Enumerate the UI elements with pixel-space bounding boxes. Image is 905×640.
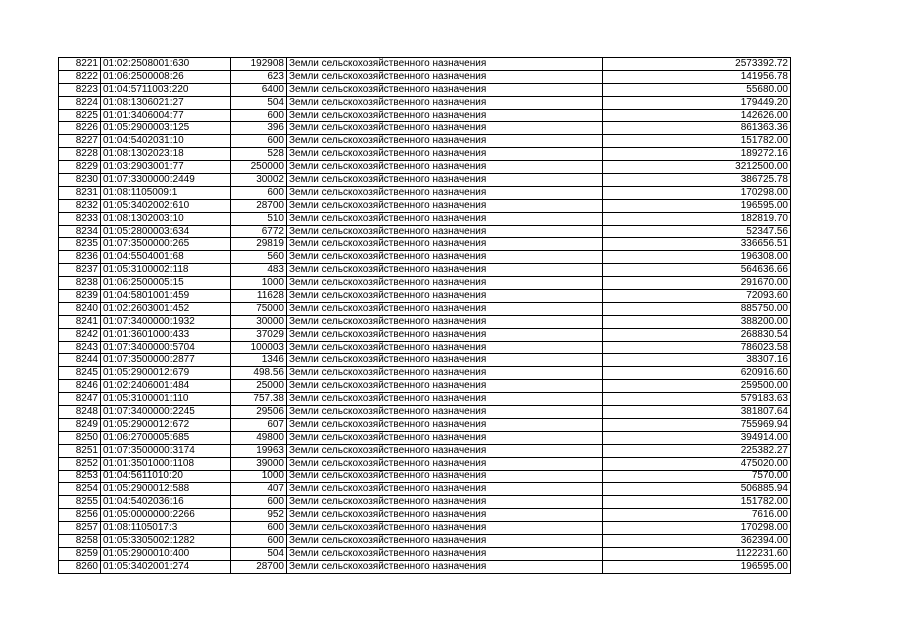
cell-cadastral-number: 01:02:2508001:630 bbox=[101, 58, 231, 71]
cell-area: 11628 bbox=[231, 290, 287, 303]
cell-row-number: 8234 bbox=[59, 225, 101, 238]
cell-row-number: 8247 bbox=[59, 393, 101, 406]
cell-land-category: Земли сельскохозяйственного назначения bbox=[287, 58, 603, 71]
cell-cadastral-value: 151782.00 bbox=[603, 135, 791, 148]
cell-land-category: Земли сельскохозяйственного назначения bbox=[287, 264, 603, 277]
cell-area: 560 bbox=[231, 251, 287, 264]
cell-land-category: Земли сельскохозяйственного назначения bbox=[287, 70, 603, 83]
cell-area: 6400 bbox=[231, 83, 287, 96]
cell-area: 1000 bbox=[231, 470, 287, 483]
table-row bbox=[59, 406, 791, 419]
cell-row-number: 8251 bbox=[59, 444, 101, 457]
cell-cadastral-value: 259500.00 bbox=[603, 380, 791, 393]
cell-area: 504 bbox=[231, 96, 287, 109]
table-row bbox=[59, 135, 791, 148]
cell-land-category: Земли сельскохозяйственного назначения bbox=[287, 315, 603, 328]
cell-row-number: 8254 bbox=[59, 483, 101, 496]
cell-row-number: 8250 bbox=[59, 431, 101, 444]
cell-cadastral-value: 336656.51 bbox=[603, 238, 791, 251]
cell-row-number: 8221 bbox=[59, 58, 101, 71]
table-row bbox=[59, 341, 791, 354]
cell-area: 30000 bbox=[231, 315, 287, 328]
cell-cadastral-value: 2573392.72 bbox=[603, 58, 791, 71]
table-row bbox=[59, 444, 791, 457]
cell-area: 396 bbox=[231, 122, 287, 135]
cell-cadastral-value: 786023.58 bbox=[603, 341, 791, 354]
cell-row-number: 8256 bbox=[59, 509, 101, 522]
cell-cadastral-value: 7570.00 bbox=[603, 470, 791, 483]
table-row bbox=[59, 212, 791, 225]
cell-cadastral-number: 01:07:3400000:2245 bbox=[101, 406, 231, 419]
table-row bbox=[59, 238, 791, 251]
cell-cadastral-value: 38307.16 bbox=[603, 354, 791, 367]
cell-cadastral-value: 755969.94 bbox=[603, 418, 791, 431]
cell-cadastral-number: 01:07:3400000:5704 bbox=[101, 341, 231, 354]
cell-land-category: Земли сельскохозяйственного назначения bbox=[287, 341, 603, 354]
cell-land-category: Земли сельскохозяйственного назначения bbox=[287, 328, 603, 341]
cell-row-number: 8249 bbox=[59, 418, 101, 431]
cell-land-category: Земли сельскохозяйственного назначения bbox=[287, 109, 603, 122]
table-row bbox=[59, 174, 791, 187]
cell-land-category: Земли сельскохозяйственного назначения bbox=[287, 225, 603, 238]
cell-cadastral-value: 291670.00 bbox=[603, 277, 791, 290]
cell-area: 29819 bbox=[231, 238, 287, 251]
cell-land-category: Земли сельскохозяйственного назначения bbox=[287, 290, 603, 303]
cell-row-number: 8243 bbox=[59, 341, 101, 354]
cell-row-number: 8224 bbox=[59, 96, 101, 109]
cell-area: 6772 bbox=[231, 225, 287, 238]
cell-area: 600 bbox=[231, 135, 287, 148]
cell-area: 600 bbox=[231, 186, 287, 199]
table-row bbox=[59, 457, 791, 470]
cell-land-category: Земли сельскохозяйственного назначения bbox=[287, 135, 603, 148]
cell-cadastral-value: 1122231.60 bbox=[603, 547, 791, 560]
cell-row-number: 8255 bbox=[59, 496, 101, 509]
cell-cadastral-value: 225382.27 bbox=[603, 444, 791, 457]
cell-cadastral-number: 01:08:1105017:3 bbox=[101, 522, 231, 535]
cell-row-number: 8237 bbox=[59, 264, 101, 277]
cell-row-number: 8246 bbox=[59, 380, 101, 393]
cell-row-number: 8253 bbox=[59, 470, 101, 483]
cell-row-number: 8259 bbox=[59, 547, 101, 560]
cell-row-number: 8244 bbox=[59, 354, 101, 367]
cell-cadastral-number: 01:05:3305002:1282 bbox=[101, 534, 231, 547]
cell-cadastral-number: 01:05:2900012:679 bbox=[101, 367, 231, 380]
cell-land-category: Земли сельскохозяйственного назначения bbox=[287, 238, 603, 251]
cell-land-category: Земли сельскохозяйственного назначения bbox=[287, 431, 603, 444]
cell-cadastral-value: 394914.00 bbox=[603, 431, 791, 444]
cell-cadastral-value: 268830.54 bbox=[603, 328, 791, 341]
table-row bbox=[59, 547, 791, 560]
cell-cadastral-number: 01:01:3406004:77 bbox=[101, 109, 231, 122]
cell-area: 600 bbox=[231, 109, 287, 122]
table-row bbox=[59, 83, 791, 96]
table-row bbox=[59, 315, 791, 328]
table-row bbox=[59, 354, 791, 367]
cell-cadastral-number: 01:05:2900003:125 bbox=[101, 122, 231, 135]
cell-cadastral-value: 142626.00 bbox=[603, 109, 791, 122]
cell-cadastral-value: 861363.36 bbox=[603, 122, 791, 135]
cell-land-category: Земли сельскохозяйственного назначения bbox=[287, 457, 603, 470]
cell-area: 30002 bbox=[231, 174, 287, 187]
cell-cadastral-value: 620916.60 bbox=[603, 367, 791, 380]
cell-row-number: 8241 bbox=[59, 315, 101, 328]
table-row bbox=[59, 109, 791, 122]
cell-cadastral-value: 388200.00 bbox=[603, 315, 791, 328]
cell-land-category: Земли сельскохозяйственного назначения bbox=[287, 277, 603, 290]
cell-row-number: 8240 bbox=[59, 302, 101, 315]
cell-cadastral-number: 01:07:3400000:1932 bbox=[101, 315, 231, 328]
cell-land-category: Земли сельскохозяйственного назначения bbox=[287, 483, 603, 496]
cell-row-number: 8236 bbox=[59, 251, 101, 264]
cell-area: 757.38 bbox=[231, 393, 287, 406]
cell-cadastral-value: 362394.00 bbox=[603, 534, 791, 547]
cell-land-category: Земли сельскохозяйственного назначения bbox=[287, 122, 603, 135]
cell-cadastral-value: 475020.00 bbox=[603, 457, 791, 470]
cell-area: 528 bbox=[231, 148, 287, 161]
cell-land-category: Земли сельскохозяйственного назначения bbox=[287, 380, 603, 393]
cell-row-number: 8258 bbox=[59, 534, 101, 547]
cell-area: 1000 bbox=[231, 277, 287, 290]
cell-cadastral-value: 564636.66 bbox=[603, 264, 791, 277]
cell-land-category: Земли сельскохозяйственного назначения bbox=[287, 547, 603, 560]
cell-cadastral-value: 196308.00 bbox=[603, 251, 791, 264]
cell-row-number: 8232 bbox=[59, 199, 101, 212]
cell-land-category: Земли сельскохозяйственного назначения bbox=[287, 212, 603, 225]
table-row bbox=[59, 199, 791, 212]
cell-cadastral-number: 01:05:3402002:610 bbox=[101, 199, 231, 212]
cell-row-number: 8228 bbox=[59, 148, 101, 161]
cell-area: 19963 bbox=[231, 444, 287, 457]
cell-cadastral-number: 01:01:3501000:1108 bbox=[101, 457, 231, 470]
cell-cadastral-number: 01:04:5801001:459 bbox=[101, 290, 231, 303]
cell-cadastral-number: 01:05:3100002:118 bbox=[101, 264, 231, 277]
cell-area: 75000 bbox=[231, 302, 287, 315]
cell-cadastral-value: 7616.00 bbox=[603, 509, 791, 522]
table-row bbox=[59, 277, 791, 290]
cell-cadastral-number: 01:04:5402031:10 bbox=[101, 135, 231, 148]
cell-area: 600 bbox=[231, 522, 287, 535]
cell-land-category: Земли сельскохозяйственного назначения bbox=[287, 509, 603, 522]
cell-cadastral-number: 01:05:2900012:672 bbox=[101, 418, 231, 431]
cell-area: 407 bbox=[231, 483, 287, 496]
cell-cadastral-number: 01:07:3500000:265 bbox=[101, 238, 231, 251]
cell-area: 25000 bbox=[231, 380, 287, 393]
cell-land-category: Земли сельскохозяйственного назначения bbox=[287, 148, 603, 161]
cell-cadastral-number: 01:07:3500000:2877 bbox=[101, 354, 231, 367]
cell-cadastral-number: 01:04:5504001:68 bbox=[101, 251, 231, 264]
cell-cadastral-value: 170298.00 bbox=[603, 522, 791, 535]
cell-cadastral-number: 01:06:2500008:26 bbox=[101, 70, 231, 83]
cell-area: 623 bbox=[231, 70, 287, 83]
cell-cadastral-number: 01:06:2500005:15 bbox=[101, 277, 231, 290]
cell-area: 37029 bbox=[231, 328, 287, 341]
cell-cadastral-value: 52347.56 bbox=[603, 225, 791, 238]
cell-cadastral-number: 01:08:1105009:1 bbox=[101, 186, 231, 199]
cell-cadastral-value: 151782.00 bbox=[603, 496, 791, 509]
table-row bbox=[59, 122, 791, 135]
cell-land-category: Земли сельскохозяйственного назначения bbox=[287, 251, 603, 264]
cell-area: 498.56 bbox=[231, 367, 287, 380]
cell-area: 483 bbox=[231, 264, 287, 277]
cell-land-category: Земли сельскохозяйственного назначения bbox=[287, 96, 603, 109]
cell-row-number: 8257 bbox=[59, 522, 101, 535]
table-row bbox=[59, 470, 791, 483]
cell-land-category: Земли сельскохозяйственного назначения bbox=[287, 418, 603, 431]
cell-row-number: 8245 bbox=[59, 367, 101, 380]
table-row bbox=[59, 328, 791, 341]
table-row bbox=[59, 96, 791, 109]
table-row bbox=[59, 509, 791, 522]
cell-area: 192908 bbox=[231, 58, 287, 71]
cell-cadastral-number: 01:02:2603001:452 bbox=[101, 302, 231, 315]
table-row bbox=[59, 161, 791, 174]
cell-cadastral-value: 196595.00 bbox=[603, 560, 791, 573]
cell-cadastral-value: 141956.78 bbox=[603, 70, 791, 83]
cell-row-number: 8260 bbox=[59, 560, 101, 573]
table-row bbox=[59, 431, 791, 444]
cell-area: 49800 bbox=[231, 431, 287, 444]
cell-land-category: Земли сельскохозяйственного назначения bbox=[287, 174, 603, 187]
cell-row-number: 8248 bbox=[59, 406, 101, 419]
cell-area: 28700 bbox=[231, 560, 287, 573]
cell-row-number: 8238 bbox=[59, 277, 101, 290]
table-row bbox=[59, 290, 791, 303]
cell-area: 29506 bbox=[231, 406, 287, 419]
table-row bbox=[59, 302, 791, 315]
cell-row-number: 8235 bbox=[59, 238, 101, 251]
cell-cadastral-number: 01:05:0000000:2266 bbox=[101, 509, 231, 522]
cell-cadastral-value: 381807.64 bbox=[603, 406, 791, 419]
cell-cadastral-number: 01:05:3402001:274 bbox=[101, 560, 231, 573]
cell-land-category: Земли сельскохозяйственного назначения bbox=[287, 302, 603, 315]
cell-cadastral-number: 01:03:2903001:77 bbox=[101, 161, 231, 174]
table-row bbox=[59, 418, 791, 431]
cell-land-category: Земли сельскохозяйственного назначения bbox=[287, 199, 603, 212]
cell-area: 504 bbox=[231, 547, 287, 560]
cell-cadastral-number: 01:02:2406001:484 bbox=[101, 380, 231, 393]
cell-area: 28700 bbox=[231, 199, 287, 212]
table-row bbox=[59, 534, 791, 547]
cell-area: 510 bbox=[231, 212, 287, 225]
cell-land-category: Земли сельскохозяйственного назначения bbox=[287, 560, 603, 573]
cell-cadastral-value: 885750.00 bbox=[603, 302, 791, 315]
cell-cadastral-number: 01:05:2900010:400 bbox=[101, 547, 231, 560]
table-row bbox=[59, 380, 791, 393]
cell-cadastral-number: 01:08:1302003:10 bbox=[101, 212, 231, 225]
cell-land-category: Земли сельскохозяйственного назначения bbox=[287, 354, 603, 367]
cell-row-number: 8227 bbox=[59, 135, 101, 148]
cell-land-category: Земли сельскохозяйственного назначения bbox=[287, 186, 603, 199]
table-row bbox=[59, 496, 791, 509]
cell-land-category: Земли сельскохозяйственного назначения bbox=[287, 406, 603, 419]
cell-area: 952 bbox=[231, 509, 287, 522]
cell-cadastral-value: 182819.70 bbox=[603, 212, 791, 225]
cell-cadastral-value: 55680.00 bbox=[603, 83, 791, 96]
cell-row-number: 8223 bbox=[59, 83, 101, 96]
cell-land-category: Земли сельскохозяйственного назначения bbox=[287, 470, 603, 483]
cell-cadastral-value: 72093.60 bbox=[603, 290, 791, 303]
cell-cadastral-number: 01:04:5711003:220 bbox=[101, 83, 231, 96]
cell-land-category: Земли сельскохозяйственного назначения bbox=[287, 83, 603, 96]
table-row bbox=[59, 393, 791, 406]
cell-row-number: 8226 bbox=[59, 122, 101, 135]
cell-cadastral-number: 01:06:2700005:685 bbox=[101, 431, 231, 444]
table-row bbox=[59, 522, 791, 535]
cell-cadastral-value: 170298.00 bbox=[603, 186, 791, 199]
cell-row-number: 8222 bbox=[59, 70, 101, 83]
table-row bbox=[59, 58, 791, 71]
cell-cadastral-value: 3212500.00 bbox=[603, 161, 791, 174]
cell-cadastral-number: 01:05:3100001:110 bbox=[101, 393, 231, 406]
cell-cadastral-value: 196595.00 bbox=[603, 199, 791, 212]
table-row bbox=[59, 225, 791, 238]
table-body bbox=[59, 58, 791, 574]
cell-cadastral-number: 01:04:5402036:16 bbox=[101, 496, 231, 509]
cell-area: 600 bbox=[231, 534, 287, 547]
cell-cadastral-value: 506885.94 bbox=[603, 483, 791, 496]
cell-land-category: Земли сельскохозяйственного назначения bbox=[287, 161, 603, 174]
cell-cadastral-number: 01:07:3500000:3174 bbox=[101, 444, 231, 457]
cell-area: 100003 bbox=[231, 341, 287, 354]
cell-cadastral-number: 01:07:3300000:2449 bbox=[101, 174, 231, 187]
cell-row-number: 8233 bbox=[59, 212, 101, 225]
cell-land-category: Земли сельскохозяйственного назначения bbox=[287, 367, 603, 380]
cell-area: 39000 bbox=[231, 457, 287, 470]
cell-area: 600 bbox=[231, 496, 287, 509]
cell-cadastral-value: 386725.78 bbox=[603, 174, 791, 187]
cell-row-number: 8229 bbox=[59, 161, 101, 174]
cell-row-number: 8231 bbox=[59, 186, 101, 199]
cell-area: 1346 bbox=[231, 354, 287, 367]
cell-cadastral-number: 01:05:2900012:588 bbox=[101, 483, 231, 496]
table-row bbox=[59, 148, 791, 161]
table-row bbox=[59, 70, 791, 83]
cell-cadastral-value: 189272.16 bbox=[603, 148, 791, 161]
table-row bbox=[59, 560, 791, 573]
cell-land-category: Земли сельскохозяйственного назначения bbox=[287, 496, 603, 509]
table-row bbox=[59, 483, 791, 496]
cell-land-category: Земли сельскохозяйственного назначения bbox=[287, 444, 603, 457]
table-row bbox=[59, 251, 791, 264]
cell-area: 250000 bbox=[231, 161, 287, 174]
cell-area: 607 bbox=[231, 418, 287, 431]
table-row bbox=[59, 264, 791, 277]
cell-cadastral-value: 579183.63 bbox=[603, 393, 791, 406]
table-row bbox=[59, 186, 791, 199]
cell-row-number: 8242 bbox=[59, 328, 101, 341]
data-table bbox=[58, 57, 791, 574]
cell-cadastral-number: 01:08:1306021:27 bbox=[101, 96, 231, 109]
table-row bbox=[59, 367, 791, 380]
cell-land-category: Земли сельскохозяйственного назначения bbox=[287, 522, 603, 535]
cell-row-number: 8252 bbox=[59, 457, 101, 470]
cell-row-number: 8230 bbox=[59, 174, 101, 187]
cell-cadastral-number: 01:05:2800003:634 bbox=[101, 225, 231, 238]
cell-cadastral-number: 01:08:1302023:18 bbox=[101, 148, 231, 161]
cell-cadastral-number: 01:04:5611010:20 bbox=[101, 470, 231, 483]
cell-cadastral-number: 01:01:3601000:433 bbox=[101, 328, 231, 341]
cell-land-category: Земли сельскохозяйственного назначения bbox=[287, 534, 603, 547]
cell-cadastral-value: 179449.20 bbox=[603, 96, 791, 109]
cell-row-number: 8239 bbox=[59, 290, 101, 303]
cell-land-category: Земли сельскохозяйственного назначения bbox=[287, 393, 603, 406]
cell-row-number: 8225 bbox=[59, 109, 101, 122]
